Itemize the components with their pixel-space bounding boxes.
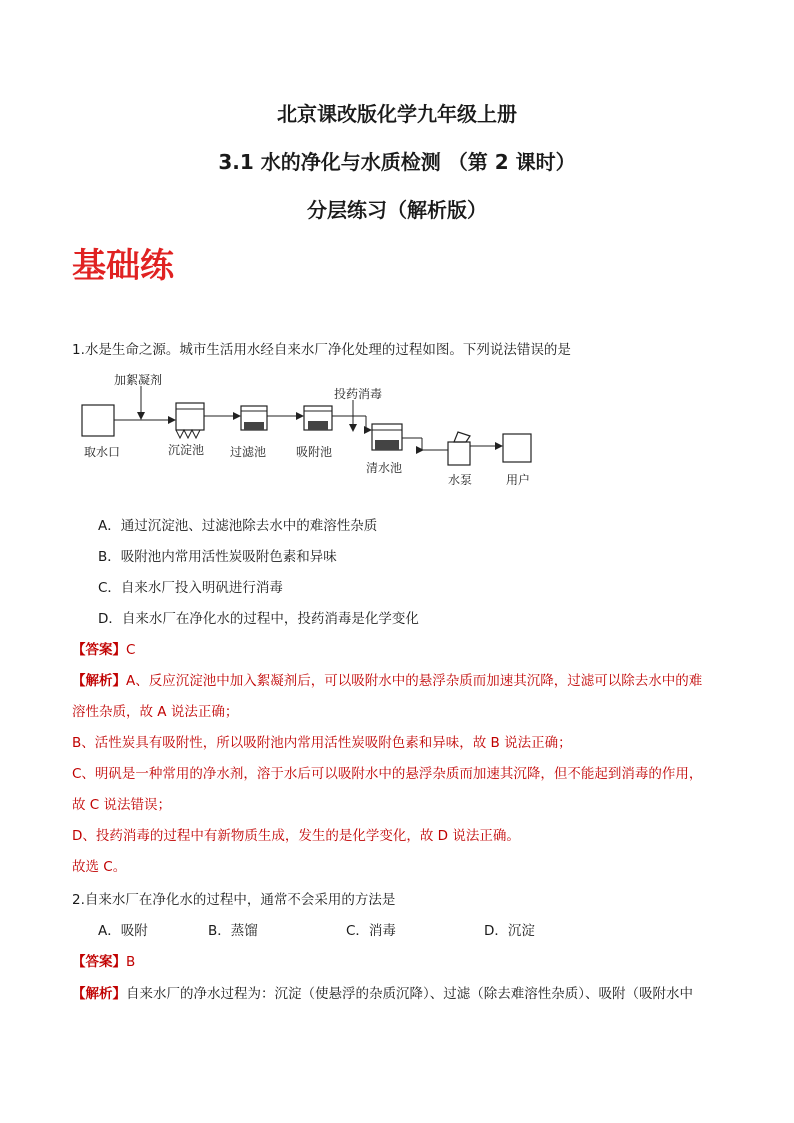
q2-option-d: D．沉淀 [484, 923, 535, 939]
analysis-tag: 【解析】 [72, 673, 126, 689]
user-box [503, 434, 531, 462]
label-adsorption: 吸附池 [296, 445, 333, 459]
clear-water-tank [372, 424, 402, 450]
q1-analysis-line-7: 故选 C。 [72, 859, 127, 875]
intake-box [82, 405, 114, 436]
q1-answer [72, 638, 135, 658]
q2-option-c: C．消毒 [346, 923, 396, 939]
label-user: 用户 [506, 473, 531, 487]
label-add-disinfectant: 投药消毒 [334, 387, 383, 401]
q1-option-d: D．自来水厂在净化水的过程中，投药消毒是化学变化 [98, 611, 419, 627]
doc-title-1: 北京课改版化学九年级上册 [277, 102, 517, 126]
analysis-text: A、反应沉淀池中加入絮凝剂后，可以吸附水中的悬浮杂质而加速其沉降，过滤可以除去水中的难 [126, 673, 703, 689]
q1-analysis-line-2: 溶性杂质，故 A 说法正确； [72, 704, 239, 720]
analysis-text: 自来水厂的净水过程为：沉淀（使悬浮的杂质沉降）、过滤（除去难溶性杂质）、吸附（吸附水中 [126, 986, 693, 1002]
label-pump: 水泵 [448, 473, 473, 487]
answer-value: C [126, 642, 136, 658]
q1-stem: 1.水是生命之源。城市生活用水经自来水厂净化处理的过程如图。下列说法错误的是 [72, 342, 571, 358]
q1-option-c: C．自来水厂投入明矾进行消毒 [98, 580, 283, 596]
q2-option-a: A．吸附 [98, 923, 148, 939]
doc-title-2: 3.1 水的净化与水质检测 （第 2 课时） [218, 150, 576, 174]
q2-option-b: B．蒸馏 [208, 923, 258, 939]
adsorption-tank [304, 406, 332, 430]
q2-answer [72, 950, 135, 970]
q1-analysis-line-6: D、投药消毒的过程中有新物质生成，发生的是化学变化，故 D 说法正确。 [72, 828, 520, 844]
filter-tank [241, 406, 267, 430]
q2-options [98, 919, 535, 939]
section-title: 基础练 [72, 246, 174, 286]
pump [448, 432, 470, 465]
label-clear-water: 清水池 [366, 461, 403, 475]
answer-tag: 【答案】 [72, 642, 126, 658]
q1-analysis-line-3: B、活性炭具有吸附性，所以吸附池内常用活性炭吸附色素和异味，故 B 说法正确； [72, 735, 572, 751]
q2-analysis-line-1 [72, 982, 693, 1002]
answer-value: B [126, 954, 136, 970]
doc-title-3: 分层练习（解析版） [307, 198, 487, 222]
q1-analysis-line-1 [72, 669, 702, 689]
q1-analysis-line-5: 故 C 说法错误； [72, 797, 172, 813]
q1-analysis-line-4: C、明矾是一种常用的净水剂，溶于水后可以吸附水中的悬浮杂质而加速其沉降，但不能起到消毒的作用， [72, 766, 703, 782]
label-add-coagulant: 加絮凝剂 [114, 373, 163, 387]
q1-option-b: B．吸附池内常用活性炭吸附色素和异味 [98, 549, 337, 565]
label-filter: 过滤池 [230, 445, 267, 459]
label-sedimentation: 沉淀池 [168, 443, 205, 457]
sedimentation-tank [176, 403, 204, 438]
water-treatment-diagram [76, 366, 546, 496]
q1-option-a: A．通过沉淀池、过滤池除去水中的难溶性杂质 [98, 518, 378, 534]
label-intake: 取水口 [84, 445, 121, 459]
answer-tag: 【答案】 [72, 954, 126, 970]
analysis-tag: 【解析】 [72, 986, 126, 1002]
q2-stem: 2.自来水厂在净化水的过程中，通常不会采用的方法是 [72, 892, 396, 908]
